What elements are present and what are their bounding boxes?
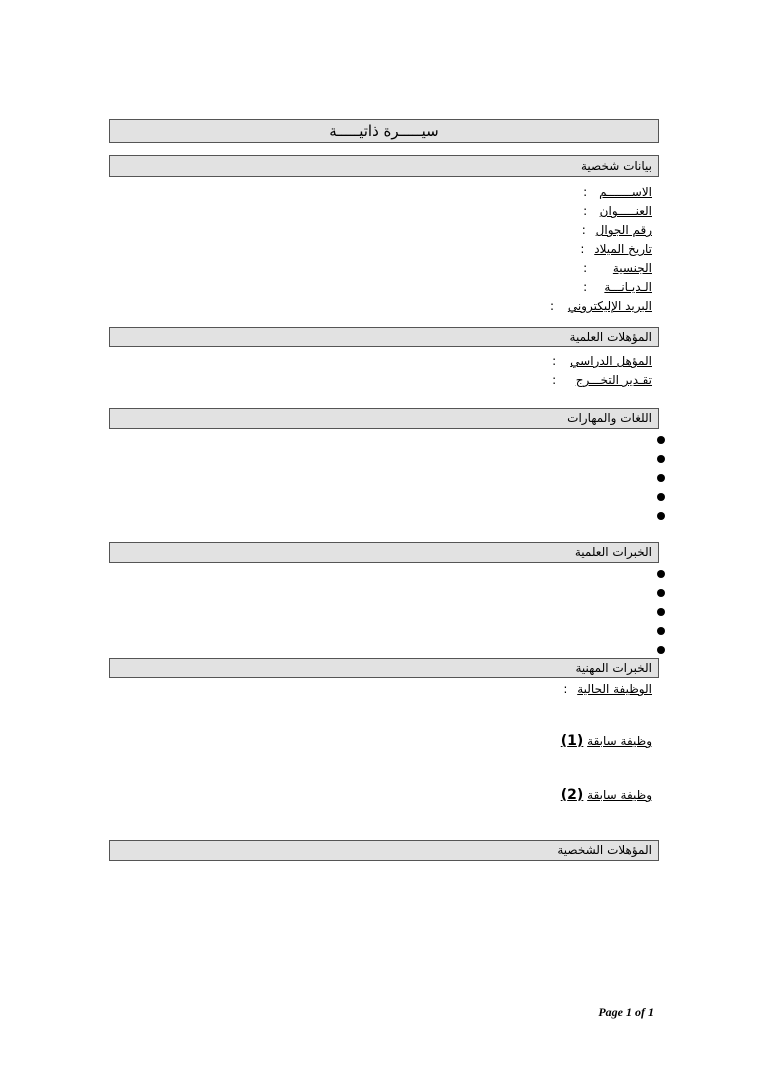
- field-row-address: [550, 202, 652, 221]
- field-colon: :: [549, 299, 555, 313]
- previous-job-1-row: [561, 732, 652, 750]
- field-label: المؤهل الدراسي: [570, 354, 652, 368]
- previous-job-2-row: [561, 786, 652, 804]
- field-row-email: [550, 297, 652, 316]
- field-label: البريد الإليكتروني: [567, 299, 652, 313]
- section-header-academic: المؤهلات العلمية: [109, 327, 659, 347]
- bullet-icon: [657, 455, 665, 463]
- field-colon: :: [580, 242, 585, 256]
- bullet-icon: [657, 608, 665, 616]
- previous-job-label: وظيفة سابقة: [587, 734, 652, 748]
- page-number: Page 1 of 1: [598, 1005, 654, 1019]
- field-row-nationality: [550, 259, 652, 278]
- field-colon: :: [552, 354, 557, 368]
- previous-job-number: (1): [560, 733, 584, 749]
- section-header-personal-qualifications: المؤهلات الشخصية: [109, 840, 659, 861]
- section-header-personal: بيانات شخصية: [109, 155, 659, 177]
- field-label: تقـدير التخـــرج: [575, 373, 652, 387]
- field-row-grade: [552, 371, 652, 390]
- bullet-icon: [657, 589, 665, 597]
- previous-job-number: (2): [560, 787, 584, 803]
- field-colon: :: [583, 185, 588, 199]
- academic-fields: [552, 352, 652, 390]
- field-colon: :: [563, 682, 568, 696]
- bullet-icon: [657, 512, 665, 520]
- field-colon: :: [581, 223, 586, 237]
- field-label: تاريخ الميلاد: [594, 242, 652, 256]
- current-job-label: الوظيفة الحالية: [577, 682, 652, 696]
- bullet-icon: [657, 627, 665, 635]
- section-header-scientific: الخبرات العلمية: [109, 542, 659, 563]
- bullet-icon: [657, 646, 665, 654]
- bullet-icon: [657, 474, 665, 482]
- bullet-icon: [657, 493, 665, 501]
- field-row-degree: [552, 352, 652, 371]
- field-colon: :: [583, 261, 588, 275]
- bullet-icon: [657, 570, 665, 578]
- field-row-religion: [550, 278, 652, 297]
- field-colon: :: [552, 373, 557, 387]
- field-colon: :: [583, 280, 588, 294]
- current-job-row: [563, 680, 652, 698]
- field-label: الاســـــــم: [599, 185, 652, 199]
- field-row-name: [550, 183, 652, 202]
- languages-list: [657, 436, 665, 531]
- field-label: الجنسية: [612, 261, 652, 275]
- field-colon: :: [583, 204, 588, 218]
- field-row-mobile: [550, 221, 652, 240]
- bullet-icon: [657, 436, 665, 444]
- field-label: العنـــــوان: [599, 204, 652, 218]
- previous-job-label: وظيفة سابقة: [587, 788, 652, 802]
- section-header-professional: الخبرات المهنية: [109, 658, 659, 678]
- scientific-list: [657, 570, 665, 665]
- section-header-languages: اللغات والمهارات: [109, 408, 659, 429]
- field-label: رقم الجوال: [595, 223, 652, 237]
- field-row-birthdate: [550, 240, 652, 259]
- field-label: الـديـانـــة: [604, 280, 652, 294]
- document-title: سيـــــرة ذاتيـــــة: [109, 119, 659, 143]
- personal-fields: [550, 183, 652, 316]
